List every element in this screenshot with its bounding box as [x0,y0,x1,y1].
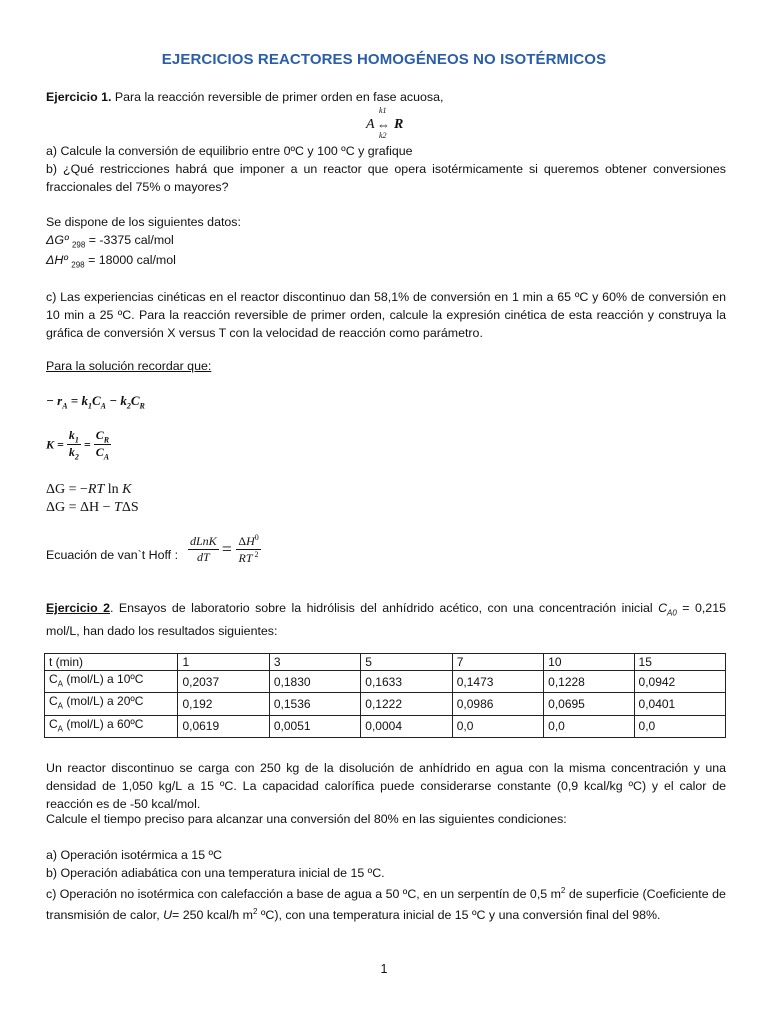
table-cell: 0,0004 [361,715,452,737]
ej1-data-intro: Se dispone de los siguientes datos: [46,215,241,229]
table-cell: 0,1830 [269,671,360,693]
table-cell: 0,0 [544,715,634,737]
rate-equation: − $r_A = k_1C_A - k_2C_R$ [46,393,145,411]
results-table [44,653,726,738]
product-r: R [394,117,404,132]
table-cell: 0,0695 [544,693,634,715]
table-row [45,715,726,737]
table-cell: 0,0619 [178,715,269,737]
ej2-intro [46,599,726,640]
dh-sub: 298 [71,260,85,270]
gibbs-equation-1: ΔG = −RT ln K [46,482,132,497]
table-header-cell: 10 [544,654,634,671]
ej2-intro-b: = 0,215 mol/L, han dado los resultados siguientes: [46,601,726,639]
ej2-question-b: b) Operación adiabática con una temperatura inicial de 15 ºC. [46,866,385,880]
table-header-cell: t (min) [45,654,178,671]
k2-label: k2 [379,131,387,140]
table-cell: 0,1228 [544,671,634,693]
table-cell: 0,0942 [634,671,725,693]
table-row [45,693,726,715]
ej2-question-a: a) Operación isotérmica a 15 ºC [46,848,223,862]
table-cell: 0,0 [634,715,725,737]
ej2-question-c: c) Operación no isotérmica con calefacción a base de agua a 50 ºC, en un serpentín de 0,5 $m^2$ de superficie (Coeficiente de transmisión de calor, U= 250 kcal/h $m^2$ ºC), con una temperatura inicial de 15 ºC y una conversión final del 98%. [46,886,726,923]
vanthoff-label: Ecuación de van`t Hoff : [46,548,179,562]
table-header-cell: 7 [452,654,543,671]
table-row [45,671,726,693]
ej2-label: Ejercicio 2 [46,601,110,615]
row-label: $C_A$ (mol/L) a 10ºC [45,671,178,693]
ej1-reaction [364,106,424,140]
ca0-sub: A0 [667,608,677,618]
ej2-intro-a: . Ensayos de laboratorio sobre la hidrólisis del anhídrido acético, con una concentración inicial [110,601,659,615]
table-header-cell: 5 [361,654,452,671]
dh-value: = 18000 cal/mol [88,253,176,267]
table-header-cell: 15 [634,654,725,671]
ej1-question-b: b) ¿Qué restricciones habrá que imponer a un reactor que opera isotérmicamente si queremos obtener conversiones fraccionales del 75% o mayores? [46,162,726,194]
row-label: $C_A$ (mol/L) a 20ºC [45,693,178,715]
table-cell: 0,1633 [361,671,452,693]
ej1-question-c: c) Las experiencias cinéticas en el reactor discontinuo dan 58,1% de conversión en 1 min a 65 ºC y 60% de conversión en 10 min a 25 ºC. Para la reacción reversible de primer orden, calcule la expresión cinética de esta reacción y construya la gráfica de conversión X versus T con la velocidad de reacción como parámetro. [46,290,726,340]
table-cell: 0,1473 [452,671,543,693]
table-cell: 0,0401 [634,693,725,715]
dg-value: = -3375 cal/mol [88,233,174,247]
table-cell: 0,1222 [361,693,452,715]
reactant-a: A [366,117,375,132]
ej1-intro: Para la reacción reversible de primer orden en fase acuosa, [114,90,444,104]
table-cell: 0,2037 [178,671,269,693]
k1-label: k1 [379,106,387,115]
equilibrium-constant-eq: K = $\frac{k_1}{k_2}$ = $\frac{C_R}{C_A}$ [46,428,110,462]
ej1-question-a: a) Calcule la conversión de equilibrio entre 0ºC y 100 ºC y grafique [46,144,413,158]
remember-heading: Para la solución recordar que: [46,359,212,373]
ca0-symbol: C [658,601,668,615]
ej1-intro-line [46,88,726,106]
row-label: $C_A$ (mol/L) a 60ºC [45,715,178,737]
table-cell: 0,1536 [269,693,360,715]
dg-sub: 298 [71,240,86,250]
table-cell: 0,0 [452,715,543,737]
dh-line [46,251,726,274]
table-cell: 0,192 [178,693,269,715]
table-cell: 0,0051 [269,715,360,737]
equilibrium-arrow-icon: ⇔ [377,117,390,132]
table-header-row [45,654,726,671]
dh-label: ΔHº [46,253,68,267]
table-cell: 0,0986 [452,693,543,715]
table-header-cell: 3 [269,654,360,671]
ej2-paragraph-2: Calcule el tiempo preciso para alcanzar una conversión del 80% en las siguientes condiciones: [46,812,567,826]
ej1-label: Ejercicio 1. [46,90,112,104]
page-title: EJERCICIOS REACTORES HOMOGÉNEOS NO ISOTÉRMICOS [161,51,607,68]
page-number: 1 [380,962,388,976]
table-header-cell: 1 [178,654,269,671]
vanthoff-equation: $\frac{\text{dLnK}}{dT}$ = $\frac{\Delta H^0}{RT ^2}$ [190,533,259,565]
gibbs-equation-2: ΔG = ΔH − TΔS [46,500,139,515]
ej2-paragraph-1: Un reactor discontinuo se carga con 250 kg de la disolución de anhídrido en agua con la misma concentración y una densidad de 1,050 kg/L a 15 ºC. La capacidad calorífica puede considerarse constante (0,9 kcal/kg ºC) y el calor de reacción es de -50 kcal/mol. [46,761,726,811]
dg-label: ΔGº [46,233,69,247]
